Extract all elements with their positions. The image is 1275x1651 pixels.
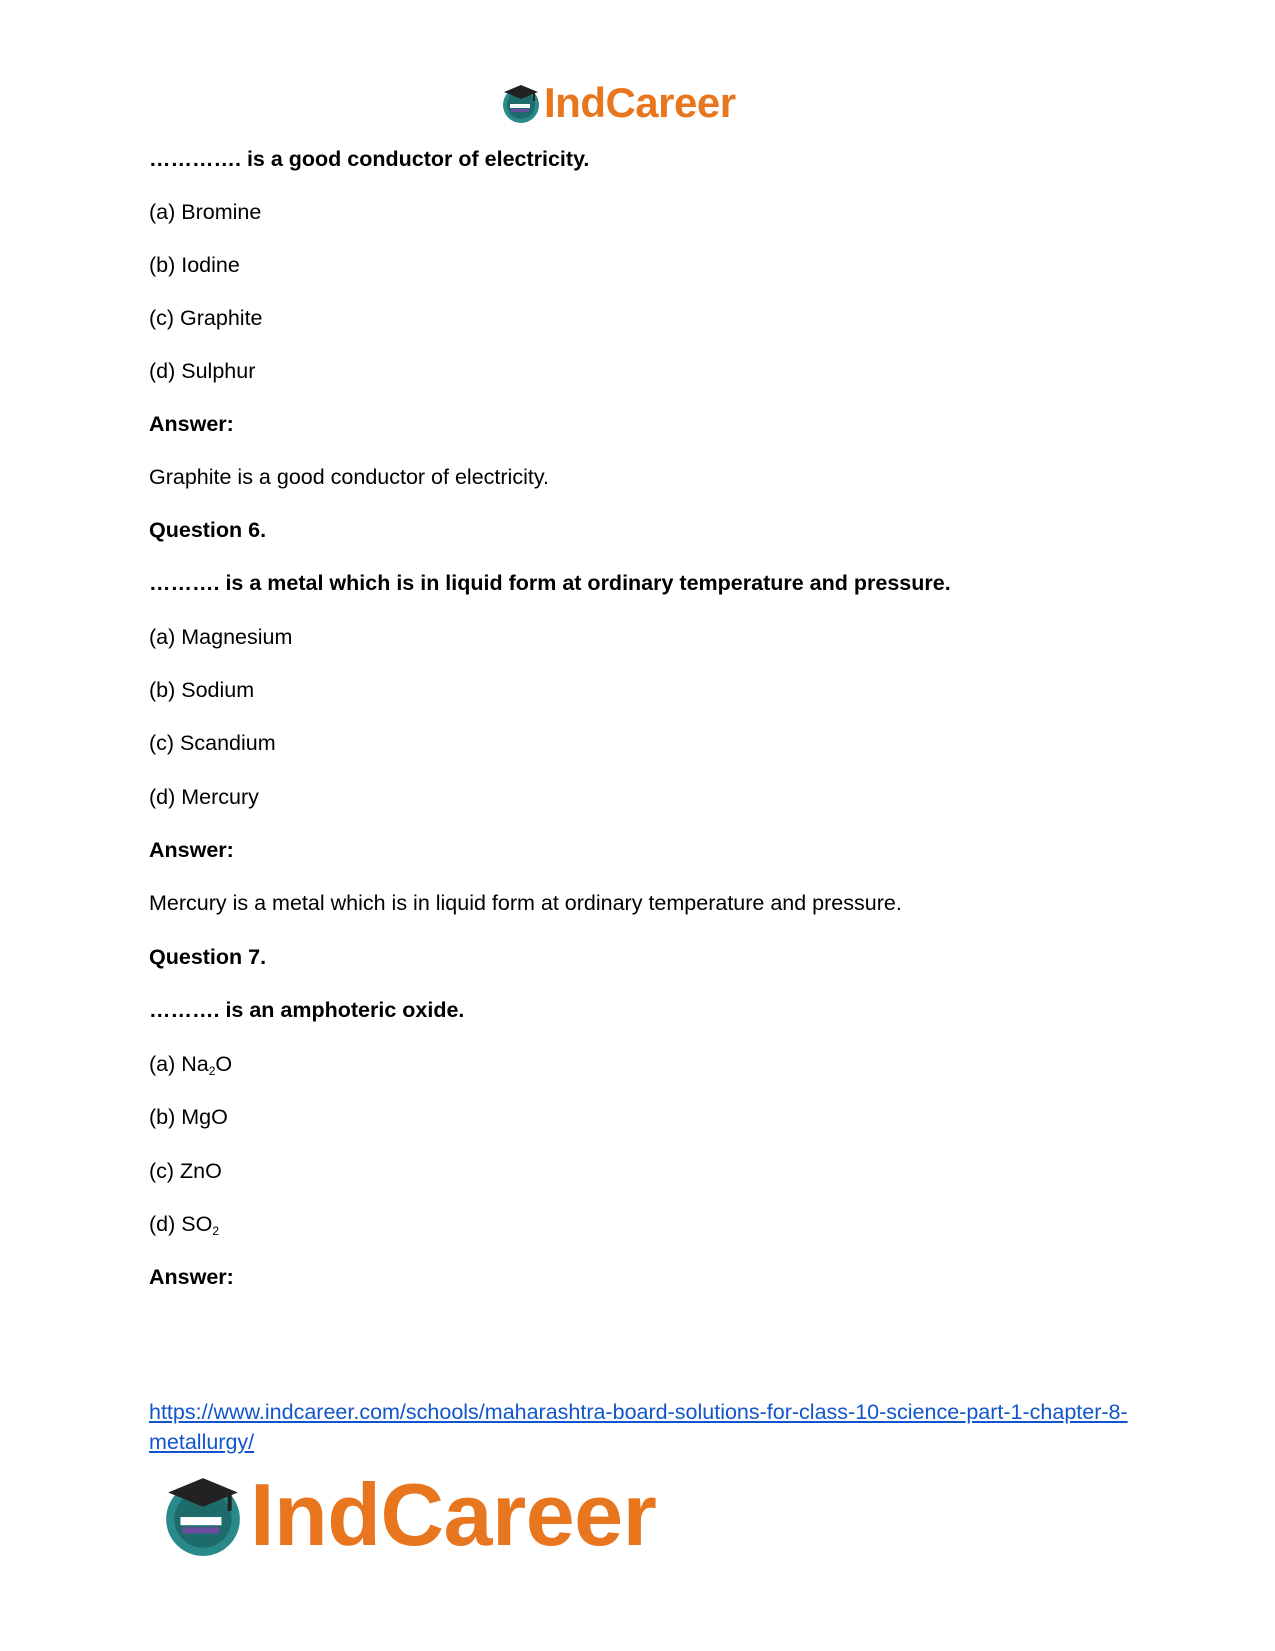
q6-title: Question 6. bbox=[149, 518, 267, 542]
source-link[interactable]: https://www.indcareer.com/schools/maharashtra-board-solutions-for-class-10-science-part-1-chapter-8-metallurgy/ bbox=[149, 1400, 1128, 1454]
q7-option-a bbox=[149, 1050, 232, 1078]
q5-option-a: (a) Bromine bbox=[149, 200, 262, 224]
q7-option-a-subscript: 2 bbox=[208, 1064, 216, 1078]
q6-prompt: ………. is a metal which is in liquid form at ordinary temperature and pressure. bbox=[149, 571, 951, 595]
q5-answer-label: Answer: bbox=[149, 412, 234, 436]
q5-option-b: (b) Iodine bbox=[149, 253, 240, 277]
q7-option-b: (b) MgO bbox=[149, 1105, 228, 1129]
q7-option-d-subscript: 2 bbox=[212, 1224, 220, 1238]
q6-option-d: (d) Mercury bbox=[149, 785, 259, 809]
q6-answer: Mercury is a metal which is in liquid form at ordinary temperature and pressure. bbox=[149, 891, 902, 915]
q5-option-c: (c) Graphite bbox=[149, 306, 263, 330]
graduation-globe-icon bbox=[500, 82, 542, 124]
q7-option-d-prefix: (d) SO bbox=[149, 1212, 213, 1236]
q5-answer: Graphite is a good conductor of electricity. bbox=[149, 465, 549, 489]
q5-option-d: (d) Sulphur bbox=[149, 359, 256, 383]
brand-wordmark: IndCareer bbox=[250, 1465, 657, 1564]
graduation-globe-icon bbox=[160, 1472, 246, 1558]
header-logo bbox=[500, 80, 770, 126]
q6-option-a: (a) Magnesium bbox=[149, 625, 293, 649]
q7-title: Question 7. bbox=[149, 945, 267, 969]
q6-answer-label: Answer: bbox=[149, 838, 234, 862]
q5-prompt: …………. is a good conductor of electricity. bbox=[149, 147, 590, 171]
brand-wordmark: IndCareer bbox=[544, 79, 736, 126]
q7-option-a-suffix: O bbox=[215, 1052, 233, 1076]
q7-option-a-prefix: (a) Na bbox=[149, 1052, 209, 1076]
q7-option-c: (c) ZnO bbox=[149, 1159, 222, 1183]
q6-option-c: (c) Scandium bbox=[149, 731, 276, 755]
q7-option-d bbox=[149, 1210, 219, 1238]
q7-prompt: ………. is an amphoteric oxide. bbox=[149, 998, 465, 1022]
q7-answer-label: Answer: bbox=[149, 1265, 234, 1289]
q6-option-b: (b) Sodium bbox=[149, 678, 255, 702]
footer-logo bbox=[160, 1465, 700, 1564]
